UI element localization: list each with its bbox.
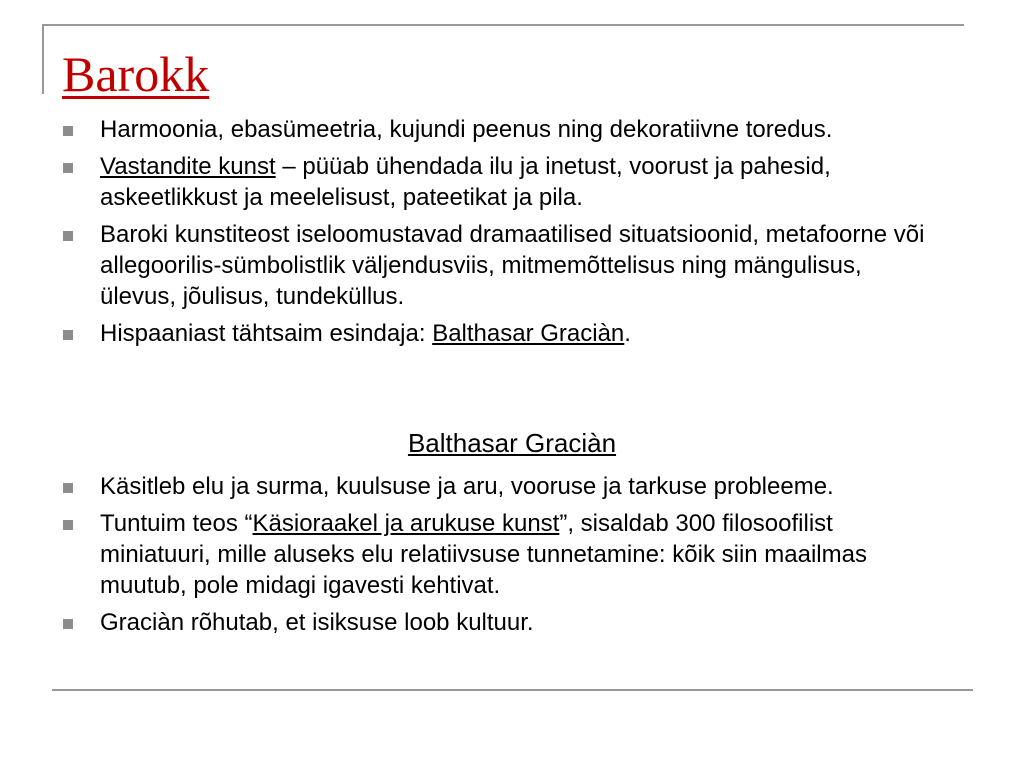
item-text: Käsitleb elu ja surma, kuulsuse ja aru, vooruse ja tarkuse probleeme. (100, 473, 834, 500)
bottom-rule (52, 689, 973, 691)
item-text: Graciàn rõhutab, et isiksuse loob kultuur. (100, 609, 534, 636)
square-bullet-icon (63, 520, 73, 530)
square-bullet-icon (63, 231, 73, 241)
square-bullet-icon (63, 619, 73, 629)
list-item (62, 219, 942, 312)
list-item (62, 607, 942, 638)
list-item (62, 151, 942, 213)
list-item (62, 114, 942, 145)
square-bullet-icon (63, 330, 73, 340)
subtitle-link[interactable]: Balthasar Graciàn (407, 428, 617, 458)
square-bullet-icon (63, 163, 73, 173)
subtitle (0, 428, 1024, 459)
square-bullet-icon (63, 126, 73, 136)
bullet-list-gracian (62, 471, 942, 644)
item-text: . (624, 320, 631, 347)
slide-title: Barokk (62, 46, 210, 102)
square-bullet-icon (63, 483, 73, 493)
item-text: Baroki kunstiteost iseloomustavad dramaatilised situatsioonid, metafoorne või allegoorilis-sümbolistlik väljendusviis, mitmemõttelisus ning mängulisus, ülevus, jõulisus, tundeküllus. (100, 221, 925, 310)
item-text: Tuntuim teos “ (100, 510, 253, 537)
hyperlink[interactable]: Balthasar Graciàn (432, 320, 625, 347)
item-text: Harmoonia, ebasümeetria, kujundi peenus ning dekoratiivne toredus. (100, 116, 833, 143)
list-item (62, 318, 942, 349)
list-item (62, 471, 942, 502)
item-text: – püüab ühendada ilu ja inetust, voorust ja pahesid, askeetlikkust ja meelelisust, pateetikat ja pila. (100, 153, 831, 211)
hyperlink[interactable]: Käsioraakel ja arukuse kunst (252, 510, 560, 537)
list-item (62, 508, 942, 601)
item-text: ”, sisaldab 300 filosoofilist miniatuuri, mille aluseks elu relatiivsuse tunnetamine: kõik siin maailmas muutub, pole midagi igavesti kehtivat. (100, 510, 867, 599)
item-text: Hispaaniast tähtsaim esindaja: (100, 320, 433, 347)
left-rule (42, 24, 44, 94)
bullet-list-barokk (62, 114, 942, 355)
hyperlink[interactable]: Vastandite kunst (100, 153, 276, 180)
top-rule (42, 24, 964, 26)
